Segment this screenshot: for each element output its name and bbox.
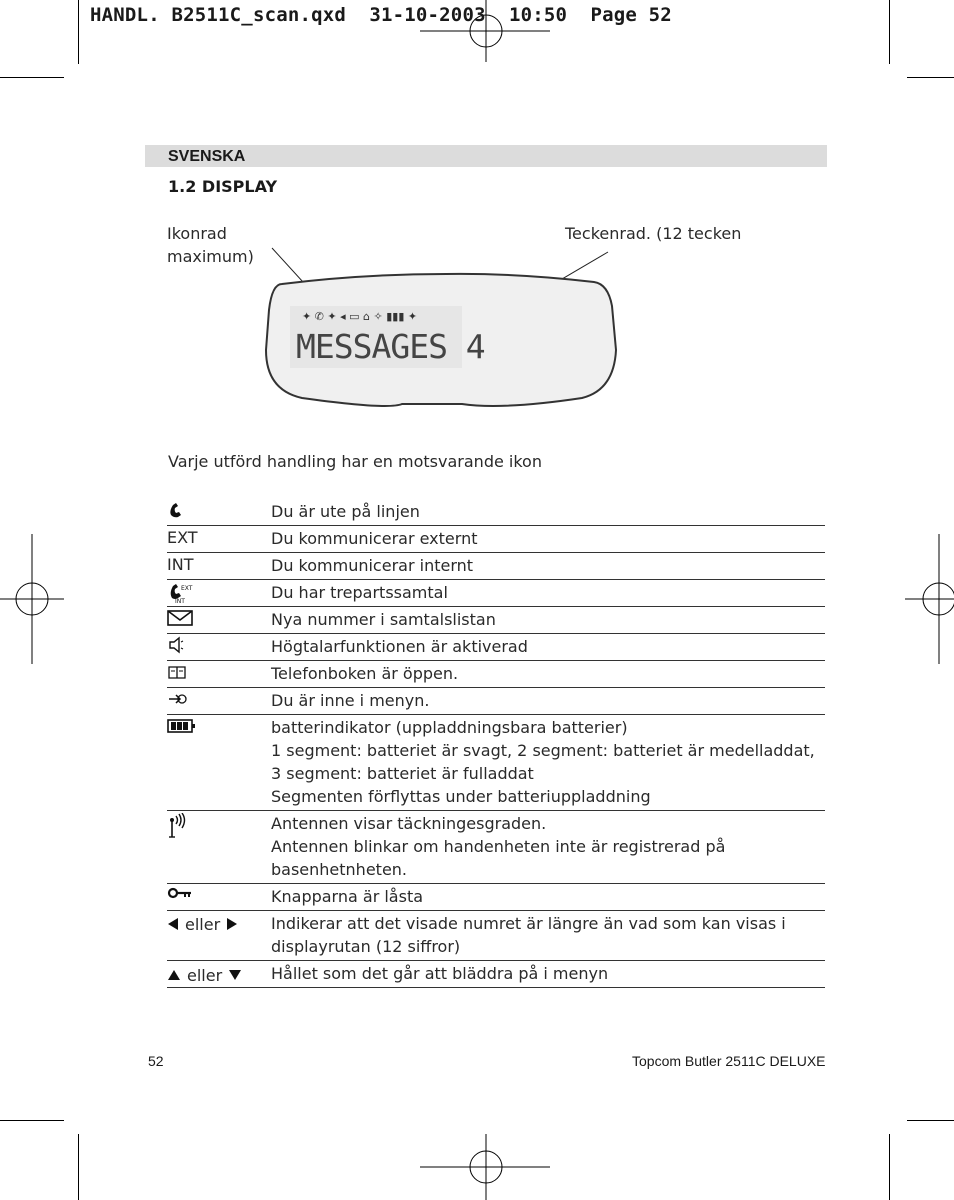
table-row	[167, 607, 825, 634]
svg-text:INT: INT	[175, 598, 185, 604]
row-text: Hållet som det går att bläddra på i menyn	[271, 964, 609, 983]
svg-text:✦ ✆ ✦ ◂ ▭ ⌂ ✧ ▮▮▮ ✦: ✦ ✆ ✦ ◂ ▭ ⌂ ✧ ▮▮▮ ✦	[302, 310, 418, 323]
row-text: Telefonboken är öppen.	[271, 664, 459, 683]
row-text: Du har trepartssamtal	[271, 583, 448, 602]
row-text: Du kommunicerar internt	[271, 556, 474, 575]
row-text: basenhetnheten.	[271, 860, 408, 879]
battery-icon	[167, 717, 197, 735]
row-text: Högtalarfunktionen är aktiverad	[271, 637, 528, 656]
row-text: 1 segment: batteriet är svagt, 2 segment: batteriet är medelladdat,	[271, 741, 815, 760]
eller-label: eller	[187, 965, 223, 985]
registration-mark-left	[0, 534, 64, 664]
table-row	[167, 961, 825, 988]
row-text: 3 segment: batteriet är fulladdat	[271, 764, 534, 783]
eller-label: eller	[185, 914, 221, 934]
table-row	[167, 715, 825, 811]
section-label: SVENSKA	[168, 148, 246, 165]
up-arrow-icon	[167, 969, 181, 981]
row-text: displayrutan (12 siffror)	[271, 937, 461, 956]
ext-label: EXT	[167, 528, 198, 547]
antenna-icon	[167, 813, 191, 839]
registration-mark-bottom	[420, 1134, 552, 1200]
row-text: Du kommunicerar externt	[271, 529, 478, 548]
table-row	[167, 580, 825, 607]
svg-text:EXT: EXT	[181, 585, 193, 592]
left-arrow-icon	[167, 917, 179, 931]
row-text: Knapparna är låsta	[271, 887, 424, 906]
table-row	[167, 553, 825, 580]
icon-legend-table	[167, 499, 825, 988]
right-arrow-icon	[226, 917, 238, 931]
row-text: Antennen visar täckningesgraden.	[271, 814, 547, 833]
speaker-icon	[167, 636, 187, 654]
callout-icon-row-line1: Ikonrad	[167, 224, 227, 243]
table-row	[167, 884, 825, 911]
callout-icon-row	[167, 222, 254, 268]
registration-mark-right	[905, 534, 954, 664]
envelope-icon	[167, 609, 195, 627]
phonebook-icon	[167, 663, 189, 681]
table-row	[167, 499, 825, 526]
handset-icon	[167, 501, 187, 519]
int-label: INT	[167, 555, 194, 574]
page-number: 52	[148, 1053, 164, 1069]
row-text: Du är ute på linjen	[271, 502, 420, 521]
print-header: HANDL. B2511C_scan.qxd 31-10-2003 10:50 Page 52	[90, 4, 672, 26]
table-row	[167, 688, 825, 715]
row-text: Antennen blinkar om handenheten inte är registrerad på	[271, 837, 726, 856]
table-row	[167, 634, 825, 661]
down-arrow-icon	[228, 969, 242, 981]
lcd-display-illustration	[262, 240, 632, 410]
section-heading: 1.2 DISPLAY	[168, 177, 278, 196]
row-text: Du är inne i menyn.	[271, 691, 430, 710]
row-text: Segmenten förflyttas under batteriuppladdning	[271, 787, 651, 806]
callout-icon-row-line2: maximum)	[167, 247, 254, 266]
table-row	[167, 661, 825, 688]
row-text: batterindikator (uppladdningsbara batterier)	[271, 718, 628, 737]
row-text: Nya nummer i samtalslistan	[271, 610, 496, 629]
lcd-text: MESSAGES 4	[296, 327, 485, 366]
menu-arrow-icon	[167, 690, 189, 708]
section-bar	[145, 145, 827, 167]
table-row	[167, 811, 825, 884]
key-icon	[167, 886, 193, 900]
product-name: Topcom Butler 2511C DELUXE	[632, 1053, 826, 1069]
table-row	[167, 526, 825, 553]
three-party-icon	[167, 582, 195, 604]
intro-text: Varje utförd handling har en motsvarande ikon	[168, 452, 542, 471]
table-row	[167, 911, 825, 961]
callout-text-row: Teckenrad. (12 tecken	[565, 224, 742, 243]
row-text: Indikerar att det visade numret är längre än vad som kan visas i	[271, 914, 786, 933]
